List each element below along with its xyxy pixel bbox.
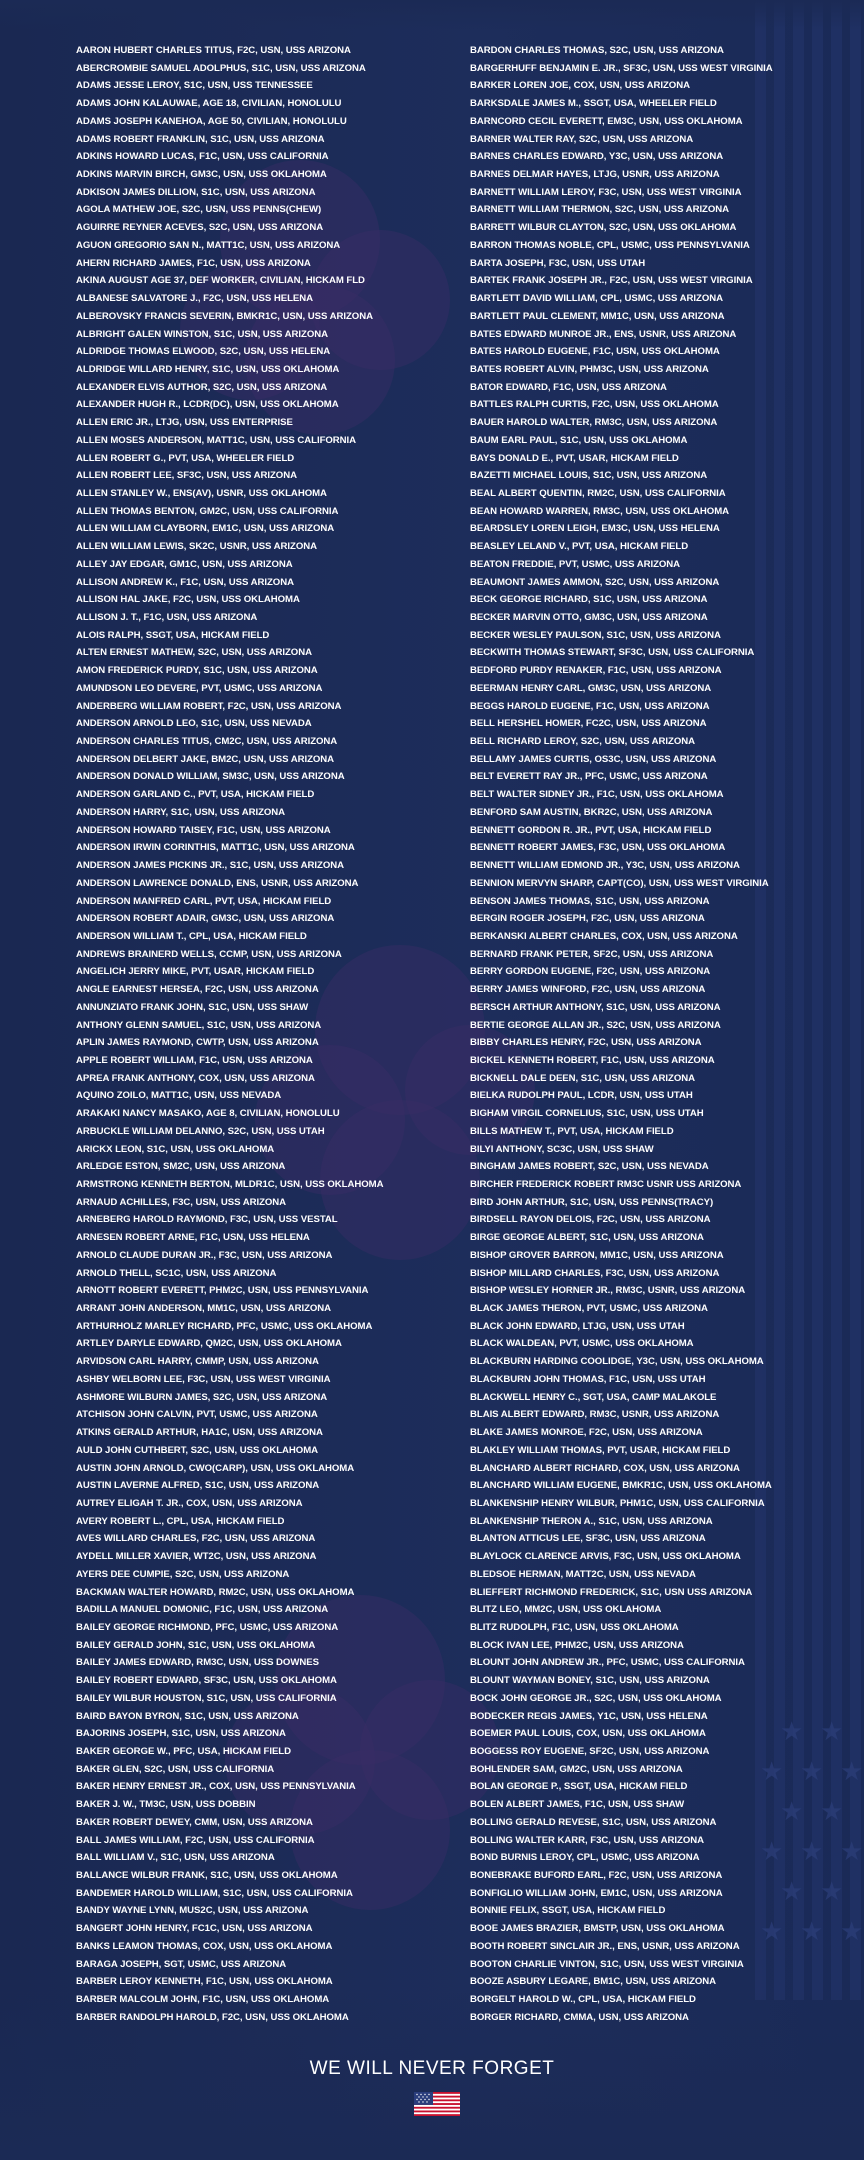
- memorial-name-entry: BLAYLOCK CLARENCE ARVIS, F3C, USN, USS OKLAHOMA: [470, 1551, 741, 1563]
- memorial-name-entry: BLOCK IVAN LEE, PHM2C, USN, USS ARIZONA: [470, 1639, 684, 1651]
- memorial-name-entry: BECKWITH THOMAS STEWART, SF3C, USN, USS CALIFORNIA: [470, 647, 755, 659]
- memorial-name-entry: BILYI ANTHONY, SC3C, USN, USS SHAW: [470, 1143, 654, 1155]
- memorial-name-entry: BAUER HAROLD WALTER, RM3C, USN, USS ARIZONA: [470, 417, 718, 429]
- svg-text:★: ★: [780, 1877, 804, 1907]
- memorial-name-entry: BARNER WALTER RAY, S2C, USN, USS ARIZONA: [470, 133, 694, 145]
- memorial-name-entry: ANNUNZIATO FRANK JOHN, S1C, USN, USS SHAW: [76, 1001, 309, 1013]
- memorial-name-entry: BOLAN GEORGE P., SSGT, USA, HICKAM FIELD: [470, 1781, 688, 1793]
- memorial-name-entry: BANGERT JOHN HENRY, FC1C, USN, USS ARIZONA: [76, 1923, 313, 1935]
- memorial-name-entry: ABERCROMBIE SAMUEL ADOLPHUS, S1C, USN, USS ARIZONA: [76, 62, 366, 74]
- memorial-name-entry: BLANKENSHIP THERON A., S1C, USN, USS ARIZONA: [470, 1515, 713, 1527]
- memorial-name-entry: BLITZ LEO, MM2C, USN, USS OKLAHOMA: [470, 1604, 662, 1616]
- memorial-name-entry: BATES HAROLD EUGENE, F1C, USN, USS OKLAHOMA: [470, 346, 720, 358]
- memorial-name-entry: BLANCHARD WILLIAM EUGENE, BMKR1C, USN, USS OKLAHOMA: [470, 1480, 772, 1492]
- memorial-name-entry: BAILEY ROBERT EDWARD, SF3C, USN, USS OKLAHOMA: [76, 1675, 337, 1687]
- memorial-name-entry: ARNAUD ACHILLES, F3C, USN, USS ARIZONA: [76, 1196, 287, 1208]
- memorial-name-entry: AUSTIN LAVERNE ALFRED, S1C, USN, USS ARIZONA: [76, 1480, 320, 1492]
- memorial-name-entry: ADAMS JESSE LEROY, S1C, USN, USS TENNESSEE: [76, 80, 313, 92]
- memorial-name-entry: ARNEBERG HAROLD RAYMOND, F3C, USN, USS VESTAL: [76, 1214, 338, 1226]
- svg-text:★: ★: [820, 1797, 844, 1827]
- memorial-name-entry: ADKISON JAMES DILLION, S1C, USN, USS ARIZONA: [76, 186, 316, 198]
- memorial-name-entry: ANDERSON HOWARD TAISEY, F1C, USN, USS ARIZONA: [76, 824, 331, 836]
- memorial-name-entry: BIRDSELL RAYON DELOIS, F2C, USN, USS ARIZONA: [470, 1214, 711, 1226]
- memorial-name-entry: BADILLA MANUEL DOMONIC, F1C, USN, USS ARIZONA: [76, 1604, 329, 1616]
- memorial-name-entry: BEATON FREDDIE, PVT, USMC, USS ARIZONA: [470, 558, 681, 570]
- memorial-name-entry: BALLANCE WILBUR FRANK, S1C, USN, USS OKLAHOMA: [76, 1870, 338, 1882]
- memorial-name-entry: ALOIS RALPH, SSGT, USA, HICKAM FIELD: [76, 629, 270, 641]
- memorial-name-entry: AGOLA MATHEW JOE, S2C, USN, USS PENNS(CHEW): [76, 204, 322, 216]
- memorial-name-entry: BERTIE GEORGE ALLAN JR., S2C, USN, USS ARIZONA: [470, 1019, 721, 1031]
- memorial-name-entry: BLACKBURN JOHN THOMAS, F1C, USN, USS UTAH: [470, 1373, 706, 1385]
- memorial-name-entry: BEAN HOWARD WARREN, RM3C, USN, USS OKLAHOMA: [470, 505, 730, 517]
- memorial-name-entry: ALLEN WILLIAM LEWIS, SK2C, USNR, USS ARIZONA: [76, 541, 318, 553]
- memorial-name-entry: BOLLING WALTER KARR, F3C, USN, USS ARIZONA: [470, 1834, 705, 1846]
- memorial-name-entry: AYDELL MILLER XAVIER, WT2C, USN, USS ARIZONA: [76, 1551, 317, 1563]
- memorial-name-entry: AUTREY ELIGAH T. JR., COX, USN, USS ARIZONA: [76, 1497, 303, 1509]
- memorial-name-entry: BANDEMER HAROLD WILLIAM, S1C, USN, USS CALIFORNIA: [76, 1887, 353, 1899]
- svg-text:★: ★: [840, 1917, 864, 1947]
- memorial-name-entry: ANGLE EARNEST HERSEA, F2C, USN, USS ARIZONA: [76, 984, 319, 996]
- memorial-name-entry: BORGER RICHARD, CMMA, USN, USS ARIZONA: [470, 2011, 689, 2023]
- memorial-name-entry: BARTA JOSEPH, F3C, USN, USS UTAH: [470, 257, 646, 269]
- svg-text:★: ★: [800, 1917, 824, 1947]
- memorial-name-entry: AYERS DEE CUMPIE, S2C, USN, USS ARIZONA: [76, 1568, 290, 1580]
- memorial-name-entry: ARBUCKLE WILLIAM DELANNO, S2C, USN, USS UTAH: [76, 1125, 325, 1137]
- memorial-name-entry: APLIN JAMES RAYMOND, CWTP, USN, USS ARIZONA: [76, 1037, 319, 1049]
- memorial-name-entry: BARKER LOREN JOE, COX, USN, USS ARIZONA: [470, 80, 690, 92]
- memorial-name-entry: ARNOTT ROBERT EVERETT, PHM2C, USN, USS PENNSYLVANIA: [76, 1285, 369, 1297]
- memorial-name-entry: BODECKER REGIS JAMES, Y1C, USN, USS HELENA: [470, 1710, 708, 1722]
- memorial-name-entry: BOCK JOHN GEORGE JR., S2C, USN, USS OKLAHOMA: [470, 1692, 722, 1704]
- memorial-name-entry: BARNES DELMAR HAYES, LTJG, USNR, USS ARIZONA: [470, 169, 720, 181]
- memorial-name-entry: BLEDSOE HERMAN, MATT2C, USN, USS NEVADA: [470, 1568, 696, 1580]
- memorial-name-entry: BONEBRAKE BUFORD EARL, F2C, USN, USS ARIZONA: [470, 1870, 723, 1882]
- memorial-name-entry: ANDERSON GARLAND C., PVT, USA, HICKAM FIELD: [76, 789, 315, 801]
- memorial-name-entry: BARNETT WILLIAM LEROY, F3C, USN, USS WEST VIRGINIA: [470, 186, 742, 198]
- memorial-name-entry: BELL RICHARD LEROY, S2C, USN, USS ARIZONA: [470, 736, 696, 748]
- memorial-name-entry: BAKER ROBERT DEWEY, CMM, USN, USS ARIZONA: [76, 1816, 313, 1828]
- memorial-name-entry: ALLEN STANLEY W., ENS(AV), USNR, USS OKLAHOMA: [76, 487, 327, 499]
- memorial-name-entry: ALLISON J. T., F1C, USN, USS ARIZONA: [76, 612, 258, 623]
- memorial-name-entry: BARBER LEROY KENNETH, F1C, USN, USS OKLAHOMA: [76, 1976, 333, 1988]
- memorial-name-entry: ANDERSON ARNOLD LEO, S1C, USN, USS NEVADA: [76, 718, 312, 730]
- memorial-name-entry: BAILEY WILBUR HOUSTON, S1C, USN, USS CALIFORNIA: [76, 1692, 337, 1704]
- memorial-name-entry: BARDON CHARLES THOMAS, S2C, USN, USS ARIZONA: [470, 45, 724, 56]
- memorial-name-entry: ANDERSON ROBERT ADAIR, GM3C, USN, USS ARIZONA: [76, 913, 335, 925]
- memorial-name-entry: BERRY GORDON EUGENE, F2C, USN, USS ARIZONA: [470, 966, 711, 978]
- memorial-name-entry: ASHMORE WILBURN JAMES, S2C, USN, USS ARIZONA: [76, 1391, 328, 1403]
- memorial-name-entry: ALEXANDER ELVIS AUTHOR, S2C, USN, USS ARIZONA: [76, 381, 328, 393]
- memorial-name-entry: BIRCHER FREDERICK ROBERT RM3C USNR USS ARIZONA: [470, 1179, 742, 1190]
- memorial-name-entry: AGUIRRE REYNER ACEVES, S2C, USN, USS ARIZONA: [76, 222, 324, 234]
- memorial-name-entry: ANDERSON IRWIN CORINTHIS, MATT1C, USN, USS ARIZONA: [76, 842, 355, 854]
- memorial-name-entry: BERRY JAMES WINFORD, F2C, USN, USS ARIZONA: [470, 984, 706, 996]
- memorial-name-entry: ALTEN ERNEST MATHEW, S2C, USN, USS ARIZONA: [76, 647, 312, 659]
- memorial-name-entry: ADAMS JOHN KALAUWAE, AGE 18, CIVILIAN, HONOLULU: [76, 98, 342, 110]
- memorial-name-entry: ALBRIGHT GALEN WINSTON, S1C, USN, USS ARIZONA: [76, 328, 328, 340]
- memorial-name-entry: BERNARD FRANK PETER, SF2C, USN, USS ARIZONA: [470, 948, 714, 960]
- memorial-name-entry: AMUNDSON LEO DEVERE, PVT, USMC, USS ARIZONA: [76, 682, 323, 694]
- memorial-name-entry: BAYS DONALD E., PVT, USAR, HICKAM FIELD: [470, 452, 679, 464]
- memorial-name-entry: AULD JOHN CUTHBERT, S2C, USN, USS OKLAHOMA: [76, 1444, 319, 1456]
- memorial-name-entry: BOOE JAMES BRAZIER, BMSTP, USN, USS OKLAHOMA: [470, 1923, 725, 1935]
- memorial-name-entry: ALLEN ERIC JR., LTJG, USN, USS ENTERPRISE: [76, 417, 293, 429]
- memorial-name-entry: BOOZE ASBURY LEGARE, BM1C, USN, USS ARIZONA: [470, 1976, 717, 1988]
- memorial-name-entry: ARVIDSON CARL HARRY, CMMP, USN, USS ARIZONA: [76, 1356, 319, 1368]
- memorial-name-entry: BOHLENDER SAM, GM2C, USN, USS ARIZONA: [470, 1763, 683, 1775]
- memorial-name-entry: BISHOP WESLEY HORNER JR., RM3C, USNR, USS ARIZONA: [470, 1285, 746, 1297]
- memorial-name-entry: BIGHAM VIRGIL CORNELIUS, S1C, USN, USS UTAH: [470, 1108, 704, 1120]
- memorial-name-entry: ANTHONY GLENN SAMUEL, S1C, USN, USS ARIZONA: [76, 1019, 322, 1031]
- memorial-name-entry: ADAMS JOSEPH KANEHOA, AGE 50, CIVILIAN, HONOLULU: [76, 115, 347, 127]
- memorial-name-entry: ARLEDGE ESTON, SM2C, USN, USS ARIZONA: [76, 1161, 286, 1173]
- memorial-name-entry: ANDERSON LAWRENCE DONALD, ENS, USNR, USS ARIZONA: [76, 877, 359, 889]
- memorial-name-entry: BARBER MALCOLM JOHN, F1C, USN, USS OKLAHOMA: [76, 1994, 330, 2006]
- memorial-name-entry: ALEXANDER HUGH R., LCDR(DC), USN, USS OKLAHOMA: [76, 399, 339, 411]
- memorial-name-entry: BAILEY JAMES EDWARD, RM3C, USN, USS DOWNES: [76, 1657, 319, 1669]
- memorial-name-entry: BARKSDALE JAMES M., SSGT, USA, WHEELER FIELD: [470, 98, 717, 110]
- memorial-name-entry: BECKER MARVIN OTTO, GM3C, USN, USS ARIZONA: [470, 612, 708, 623]
- svg-text:★: ★: [800, 1837, 824, 1867]
- memorial-name-entry: ALLEN ROBERT G., PVT, USA, WHEELER FIELD: [76, 452, 295, 464]
- memorial-name-entry: BARRETT WILBUR CLAYTON, S2C, USN, USS OKLAHOMA: [470, 222, 737, 234]
- memorial-name-entry: BEASLEY LELAND V., PVT, USA, HICKAM FIELD: [470, 541, 689, 553]
- memorial-name-entry: BLANKENSHIP HENRY WILBUR, PHM1C, USN, USS CALIFORNIA: [470, 1497, 765, 1509]
- svg-text:★: ★: [820, 1877, 844, 1907]
- svg-text:★: ★: [760, 1837, 784, 1867]
- memorial-name-entry: BENNETT GORDON R. JR., PVT, USA, HICKAM FIELD: [470, 824, 712, 836]
- memorial-name-entry: ARTHURHOLZ MARLEY RICHARD, PFC, USMC, USS OKLAHOMA: [76, 1320, 373, 1332]
- memorial-name-entry: BLACK JOHN EDWARD, LTJG, USN, USS UTAH: [470, 1320, 685, 1332]
- memorial-name-entry: ANDERSON CHARLES TITUS, CM2C, USN, USS ARIZONA: [76, 736, 338, 748]
- memorial-name-entry: BAJORINS JOSEPH, S1C, USN, USS ARIZONA: [76, 1728, 286, 1740]
- memorial-name-entry: ALLEN ROBERT LEE, SF3C, USN, USS ARIZONA: [76, 470, 297, 482]
- memorial-name-entry: BOGGESS ROY EUGENE, SF2C, USN, USS ARIZONA: [470, 1746, 710, 1757]
- svg-text:★: ★: [840, 1757, 864, 1787]
- memorial-name-entry: BORGELT HAROLD W., CPL, USA, HICKAM FIELD: [470, 1994, 696, 2006]
- memorial-name-entry: BAKER HENRY ERNEST JR., COX, USN, USS PENNSYLVANIA: [76, 1781, 356, 1793]
- memorial-name-entry: ARTLEY DARYLE EDWARD, QM2C, USN, USS OKLAHOMA: [76, 1338, 342, 1350]
- memorial-name-entry: AKINA AUGUST AGE 37, DEF WORKER, CIVILIAN, HICKAM FLD: [76, 275, 365, 287]
- memorial-name-entry: ARRANT JOHN ANDERSON, MM1C, USN, USS ARIZONA: [76, 1303, 332, 1315]
- memorial-name-entry: ALLEN THOMAS BENTON, GM2C, USN, USS CALIFORNIA: [76, 505, 339, 517]
- memorial-name-entry: ADKINS MARVIN BIRCH, GM3C, USN, USS OKLAHOMA: [76, 169, 327, 181]
- memorial-name-entry: BARTLETT PAUL CLEMENT, MM1C, USN, USS ARIZONA: [470, 310, 725, 322]
- memorial-name-entry: BARRON THOMAS NOBLE, CPL, USMC, USS PENNSYLVANIA: [470, 239, 750, 251]
- memorial-name-entry: ARICKX LEON, S1C, USN, USS OKLAHOMA: [76, 1143, 275, 1155]
- memorial-name-entry: BOOTON CHARLIE VINTON, S1C, USN, USS WEST VIRGINIA: [470, 1958, 744, 1970]
- svg-text:★: ★: [840, 1837, 864, 1867]
- memorial-name-entry: BIBBY CHARLES HENRY, F2C, USN, USS ARIZONA: [470, 1037, 702, 1049]
- memorial-name-entry: BAZETTI MICHAEL LOUIS, S1C, USN, USS ARIZONA: [470, 470, 708, 482]
- memorial-name-entry: BAKER J. W., TM3C, USN, USS DOBBIN: [76, 1799, 256, 1811]
- memorial-name-entry: ALLEN WILLIAM CLAYBORN, EM1C, USN, USS ARIZONA: [76, 523, 335, 535]
- memorial-name-entry: BATES EDWARD MUNROE JR., ENS, USNR, USS ARIZONA: [470, 328, 737, 340]
- memorial-name-entry: BENNION MERVYN SHARP, CAPT(CO), USN, USS WEST VIRGINIA: [470, 877, 769, 889]
- memorial-name-entry: BOLLING GERALD REVESE, S1C, USN, USS ARIZONA: [470, 1816, 717, 1828]
- memorial-name-entry: BARGERHUFF BENJAMIN E. JR., SF3C, USN, USS WEST VIRGINIA: [470, 62, 773, 74]
- memorial-name-entry: BEARDSLEY LOREN LEIGH, EM3C, USN, USS HELENA: [470, 523, 720, 535]
- memorial-name-entry: BEERMAN HENRY CARL, GM3C, USN, USS ARIZONA: [470, 682, 712, 694]
- memorial-name-entry: BANKS LEAMON THOMAS, COX, USN, USS OKLAHOMA: [76, 1940, 333, 1952]
- memorial-name-entry: BICKEL KENNETH ROBERT, F1C, USN, USS ARIZONA: [470, 1054, 715, 1066]
- names-column-left: [76, 42, 466, 2027]
- memorial-name-entry: BERSCH ARTHUR ANTHONY, S1C, USN, USS ARIZONA: [470, 1001, 721, 1013]
- memorial-name-entry: BATOR EDWARD, F1C, USN, USS ARIZONA: [470, 381, 667, 393]
- memorial-name-entry: BLACK WALDEAN, PVT, USMC, USS OKLAHOMA: [470, 1338, 694, 1350]
- memorial-name-entry: ALBEROVSKY FRANCIS SEVERIN, BMKR1C, USN, USS ARIZONA: [76, 310, 373, 322]
- memorial-name-entry: AVERY ROBERT L., CPL, USA, HICKAM FIELD: [76, 1515, 285, 1527]
- memorial-name-entry: BEAL ALBERT QUENTIN, RM2C, USN, USS CALIFORNIA: [470, 487, 726, 499]
- memorial-name-entry: ARMSTRONG KENNETH BERTON, MLDR1C, USN, USS OKLAHOMA: [76, 1179, 384, 1190]
- memorial-name-entry: BATTLES RALPH CURTIS, F2C, USN, USS OKLAHOMA: [470, 399, 719, 411]
- memorial-name-entry: BLAKE JAMES MONROE, F2C, USN, USS ARIZONA: [470, 1427, 703, 1439]
- memorial-name-entry: ARNESEN ROBERT ARNE, F1C, USN, USS HELENA: [76, 1232, 310, 1244]
- memorial-name-entry: ANDERBERG WILLIAM ROBERT, F2C, USN, USS ARIZONA: [76, 700, 342, 712]
- svg-text:★: ★: [800, 1757, 824, 1787]
- memorial-name-entry: BAILEY GERALD JOHN, S1C, USN, USS OKLAHOMA: [76, 1639, 316, 1651]
- memorial-name-entry: APPLE ROBERT WILLIAM, F1C, USN, USS ARIZONA: [76, 1054, 313, 1066]
- memorial-name-entry: ALLISON ANDREW K., F1C, USN, USS ARIZONA: [76, 576, 294, 588]
- memorial-name-entry: BLOUNT WAYMAN BONEY, S1C, USN, USS ARIZONA: [470, 1675, 710, 1687]
- memorial-name-entry: BLACKBURN HARDING COOLIDGE, Y3C, USN, USS OKLAHOMA: [470, 1356, 764, 1368]
- memorial-name-entry: ARNOLD CLAUDE DURAN JR., F3C, USN, USS ARIZONA: [76, 1249, 333, 1261]
- svg-text:★: ★: [760, 1757, 784, 1787]
- memorial-name-entry: ARNOLD THELL, SC1C, USN, USS ARIZONA: [76, 1267, 277, 1279]
- svg-text:★: ★: [780, 1797, 804, 1827]
- memorial-name-entry: BLIEFFERT RICHMOND FREDERICK, S1C, USN USS ARIZONA: [470, 1586, 753, 1598]
- memorial-name-entry: BLANTON ATTICUS LEE, SF3C, USN, USS ARIZONA: [470, 1533, 706, 1545]
- memorial-name-entry: BERGIN ROGER JOSEPH, F2C, USN, USS ARIZONA: [470, 913, 705, 925]
- memorial-name-entry: BALL JAMES WILLIAM, F2C, USN, USS CALIFORNIA: [76, 1834, 315, 1846]
- memorial-name-entry: BARAGA JOSEPH, SGT, USMC, USS ARIZONA: [76, 1958, 287, 1970]
- memorial-name-entry: ALBANESE SALVATORE J., F2C, USN, USS HELENA: [76, 293, 314, 305]
- svg-text:★: ★: [780, 1717, 804, 1747]
- memorial-name-entry: ATCHISON JOHN CALVIN, PVT, USMC, USS ARIZONA: [76, 1409, 318, 1421]
- memorial-name-entry: BOLEN ALBERT JAMES, F1C, USN, USS SHAW: [470, 1799, 685, 1811]
- memorial-name-entry: BOEMER PAUL LOUIS, COX, USN, USS OKLAHOMA: [470, 1728, 706, 1740]
- memorial-name-entry: BAILEY GEORGE RICHMOND, PFC, USMC, USS ARIZONA: [76, 1621, 339, 1633]
- memorial-name-entry: BOOTH ROBERT SINCLAIR JR., ENS, USNR, USS ARIZONA: [470, 1940, 740, 1952]
- memorial-name-entry: ALLEY JAY EDGAR, GM1C, USN, USS ARIZONA: [76, 558, 293, 570]
- memorial-name-entry: BONNIE FELIX, SSGT, USA, HICKAM FIELD: [470, 1905, 666, 1917]
- memorial-name-entry: BLACK JAMES THERON, PVT, USMC, USS ARIZONA: [470, 1303, 708, 1315]
- memorial-name-entry: BLACKWELL HENRY C., SGT, USA, CAMP MALAKOLE: [470, 1391, 717, 1403]
- memorial-name-entry: AUSTIN JOHN ARNOLD, CWO(CARP), USN, USS OKLAHOMA: [76, 1462, 355, 1474]
- memorial-name-entry: BARNCORD CECIL EVERETT, EM3C, USN, USS OKLAHOMA: [470, 115, 743, 127]
- memorial-name-entry: BISHOP MILLARD CHARLES, F3C, USN, USS ARIZONA: [470, 1267, 720, 1279]
- memorial-name-entry: ANDERSON WILLIAM T., CPL, USA, HICKAM FIELD: [76, 930, 307, 942]
- memorial-name-entry: BENSON JAMES THOMAS, S1C, USN, USS ARIZONA: [470, 895, 710, 907]
- memorial-name-entry: ANDERSON DELBERT JAKE, BM2C, USN, USS ARIZONA: [76, 753, 335, 765]
- memorial-name-entry: BARNES CHARLES EDWARD, Y3C, USN, USS ARIZONA: [470, 151, 724, 163]
- memorial-name-entry: BISHOP GROVER BARRON, MM1C, USN, USS ARIZONA: [470, 1249, 724, 1261]
- memorial-name-entry: BECKER WESLEY PAULSON, S1C, USN, USS ARIZONA: [470, 629, 721, 641]
- memorial-name-entry: BILLS MATHEW T., PVT, USA, HICKAM FIELD: [470, 1125, 674, 1137]
- memorial-name-entry: ANDERSON MANFRED CARL, PVT, USA, HICKAM FIELD: [76, 895, 332, 907]
- memorial-name-entry: ALDRIDGE WILLARD HENRY, S1C, USN, USS OKLAHOMA: [76, 363, 340, 375]
- memorial-name-entry: AVES WILLARD CHARLES, F2C, USN, USS ARIZONA: [76, 1533, 316, 1545]
- memorial-name-entry: AGUON GREGORIO SAN N., MATT1C, USN, USS ARIZONA: [76, 239, 341, 251]
- memorial-name-entry: ALLISON HAL JAKE, F2C, USN, USS OKLAHOMA: [76, 594, 300, 606]
- memorial-name-entry: ANDERSON HARRY, S1C, USN, USS ARIZONA: [76, 806, 286, 818]
- memorial-name-entry: ANDERSON DONALD WILLIAM, SM3C, USN, USS ARIZONA: [76, 771, 345, 783]
- memorial-name-entry: BARTEK FRANK JOSEPH JR., F2C, USN, USS WEST VIRGINIA: [470, 275, 753, 287]
- memorial-name-entry: BENFORD SAM AUSTIN, BKR2C, USN, USS ARIZONA: [470, 806, 713, 818]
- memorial-name-entry: AHERN RICHARD JAMES, F1C, USN, USS ARIZONA: [76, 257, 311, 269]
- memorial-name-entry: BEDFORD PURDY RENAKER, F1C, USN, USS ARIZONA: [470, 665, 722, 677]
- memorial-name-entry: BANDY WAYNE LYNN, MUS2C, USN, USS ARIZONA: [76, 1905, 309, 1917]
- memorial-name-entry: BLITZ RUDOLPH, F1C, USN, USS OKLAHOMA: [470, 1621, 679, 1633]
- memorial-name-entry: BONFIGLIO WILLIAM JOHN, EM1C, USN, USS ARIZONA: [470, 1887, 723, 1899]
- memorial-name-entry: BAKER GLEN, S2C, USN, USS CALIFORNIA: [76, 1763, 275, 1775]
- memorial-name-entry: BAUM EARL PAUL, S1C, USN, USS OKLAHOMA: [470, 434, 688, 446]
- names-column-right: [470, 42, 850, 2027]
- memorial-name-entry: BLANCHARD ALBERT RICHARD, COX, USN, USS ARIZONA: [470, 1462, 740, 1474]
- memorial-name-entry: BARBER RANDOLPH HAROLD, F2C, USN, USS OKLAHOMA: [76, 2011, 349, 2023]
- memorial-name-entry: BEAUMONT JAMES AMMON, S2C, USN, USS ARIZONA: [470, 576, 720, 588]
- memorial-name-entry: ADAMS ROBERT FRANKLIN, S1C, USN, USS ARIZONA: [76, 133, 325, 145]
- memorial-name-entry: ATKINS GERALD ARTHUR, HA1C, USN, USS ARIZONA: [76, 1427, 323, 1439]
- memorial-name-entry: BLOUNT JOHN ANDREW JR., PFC, USMC, USS CALIFORNIA: [470, 1657, 745, 1669]
- memorial-name-entry: APREA FRANK ANTHONY, COX, USN, USS ARIZONA: [76, 1072, 315, 1084]
- memorial-name-entry: BELT WALTER SIDNEY JR., F1C, USN, USS OKLAHOMA: [470, 789, 724, 801]
- memorial-name-entry: ASHBY WELBORN LEE, F3C, USN, USS WEST VIRGINIA: [76, 1373, 331, 1385]
- memorial-name-entry: BERKANSKI ALBERT CHARLES, COX, USN, USS ARIZONA: [470, 930, 738, 942]
- memorial-name-entry: BARNETT WILLIAM THERMON, S2C, USN, USS ARIZONA: [470, 204, 730, 216]
- memorial-name-entry: BIRD JOHN ARTHUR, S1C, USN, USS PENNS(TRACY): [470, 1196, 714, 1208]
- memorial-name-entry: ANDERSON JAMES PICKINS JR., S1C, USN, USS ARIZONA: [76, 860, 344, 872]
- american-flag-icon: [414, 2092, 460, 2116]
- memorial-name-entry: ALLEN MOSES ANDERSON, MATT1C, USN, USS CALIFORNIA: [76, 434, 357, 446]
- memorial-name-entry: BECK GEORGE RICHARD, S1C, USN, USS ARIZONA: [470, 594, 708, 606]
- memorial-name-entry: BALL WILLIAM V., S1C, USN, USS ARIZONA: [76, 1852, 275, 1864]
- memorial-title: WE WILL NEVER FORGET: [309, 2058, 555, 2079]
- memorial-name-entry: BLAKLEY WILLIAM THOMAS, PVT, USAR, HICKAM FIELD: [470, 1444, 731, 1456]
- memorial-name-entry: AQUINO ZOILO, MATT1C, USN, USS NEVADA: [76, 1090, 282, 1102]
- memorial-name-entry: BINGHAM JAMES ROBERT, S2C, USN, USS NEVADA: [470, 1161, 709, 1173]
- memorial-name-entry: BOND BURNIS LEROY, CPL, USMC, USS ARIZONA: [470, 1852, 700, 1864]
- memorial-name-entry: ALDRIDGE THOMAS ELWOOD, S2C, USN, USS HELENA: [76, 346, 331, 358]
- svg-text:★: ★: [820, 1717, 844, 1747]
- memorial-name-entry: BLAIS ALBERT EDWARD, RM3C, USNR, USS ARIZONA: [470, 1409, 720, 1421]
- memorial-name-entry: ANDREWS BRAINERD WELLS, CCMP, USN, USS ARIZONA: [76, 948, 342, 960]
- memorial-name-entry: BENNETT WILLIAM EDMOND JR., Y3C, USN, USS ARIZONA: [470, 860, 740, 872]
- memorial-name-entry: BATES ROBERT ALVIN, PHM3C, USN, USS ARIZONA: [470, 363, 709, 375]
- memorial-name-entry: BACKMAN WALTER HOWARD, RM2C, USN, USS OKLAHOMA: [76, 1586, 355, 1598]
- memorial-name-entry: BELLAMY JAMES CURTIS, OS3C, USN, USS ARIZONA: [470, 753, 717, 765]
- memorial-name-entry: ARAKAKI NANCY MASAKO, AGE 8, CIVILIAN, HONOLULU: [76, 1108, 340, 1120]
- memorial-name-entry: BELT EVERETT RAY JR., PFC, USMC, USS ARIZONA: [470, 771, 708, 783]
- memorial-name-entry: ANGELICH JERRY MIKE, PVT, USAR, HICKAM FIELD: [76, 966, 315, 978]
- memorial-name-entry: AARON HUBERT CHARLES TITUS, F2C, USN, USS ARIZONA: [76, 45, 351, 56]
- memorial-name-entry: BENNETT ROBERT JAMES, F3C, USN, USS OKLAHOMA: [470, 842, 726, 854]
- memorial-name-entry: BICKNELL DALE DEEN, S1C, USN, USS ARIZONA: [470, 1072, 696, 1084]
- memorial-name-entry: BAIRD BAYON BYRON, S1C, USN, USS ARIZONA: [76, 1710, 299, 1722]
- memorial-name-entry: BEGGS HAROLD EUGENE, F1C, USN, USS ARIZONA: [470, 700, 710, 712]
- memorial-name-entry: ADKINS HOWARD LUCAS, F1C, USN, USS CALIFORNIA: [76, 151, 329, 163]
- memorial-name-entry: AMON FREDERICK PURDY, S1C, USN, USS ARIZONA: [76, 665, 318, 677]
- memorial-name-entry: BARTLETT DAVID WILLIAM, CPL, USMC, USS ARIZONA: [470, 293, 723, 305]
- memorial-name-entry: BAKER GEORGE W., PFC, USA, HICKAM FIELD: [76, 1746, 291, 1757]
- memorial-name-entry: BELL HERSHEL HOMER, FC2C, USN, USS ARIZONA: [470, 718, 707, 730]
- memorial-name-entry: BIELKA RUDOLPH PAUL, LCDR, USN, USS UTAH: [470, 1090, 693, 1102]
- svg-text:★: ★: [760, 1917, 784, 1947]
- memorial-name-entry: BIRGE GEORGE ALBERT, S1C, USN, USS ARIZONA: [470, 1232, 704, 1244]
